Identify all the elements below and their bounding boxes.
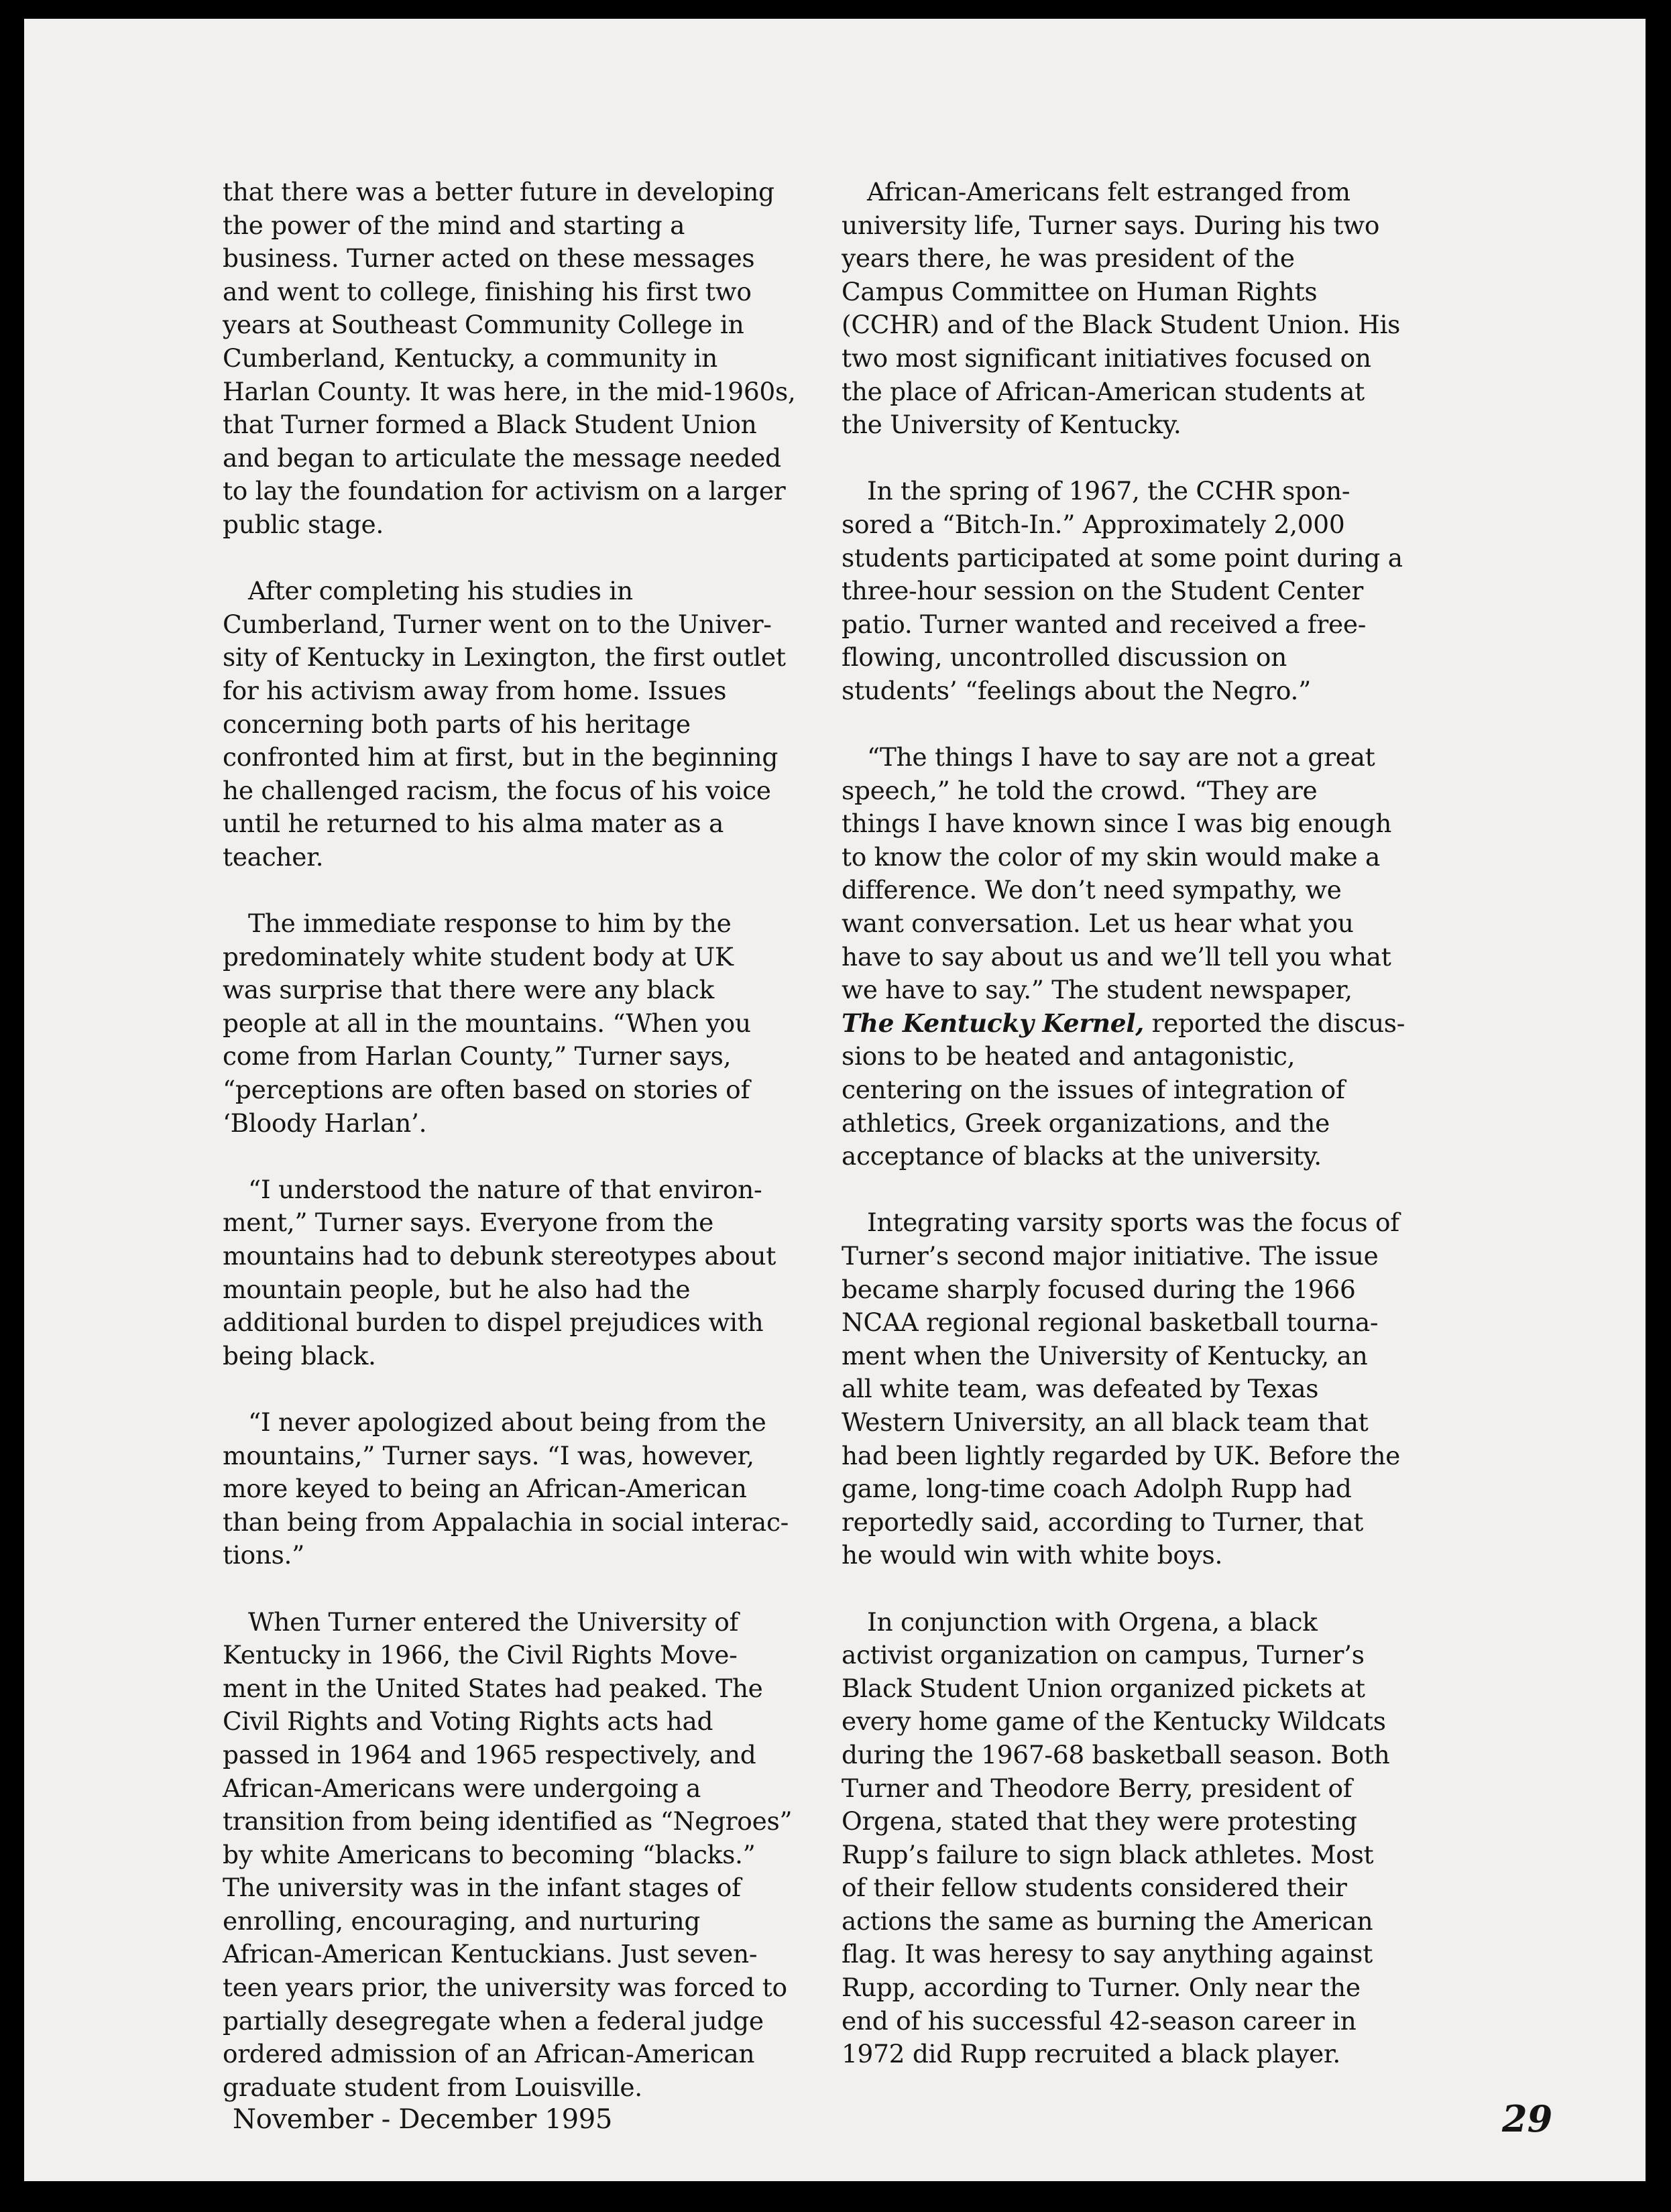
text-line: Orgena, stated that they were protesting — [842, 1806, 1357, 1837]
magazine-page — [24, 19, 1646, 2181]
text-line: teacher. — [223, 841, 324, 872]
right-column — [842, 176, 1405, 2104]
text-line: Campus Committee on Human Rights — [842, 276, 1318, 306]
text-line: acceptance of blacks at the university. — [842, 1141, 1322, 1171]
text-line: that Turner formed a Black Student Union — [223, 410, 757, 440]
text-line: for his activism away from home. Issues — [223, 675, 727, 705]
paragraph — [223, 176, 796, 542]
text-line: When Turner entered the University of — [248, 1607, 739, 1637]
text-line: patio. Turner wanted and received a free- — [842, 609, 1367, 639]
text-line: actions the same as burning the American — [842, 1906, 1373, 1936]
text-line: ordered admission of an African-American — [223, 2039, 755, 2069]
text-line: teen years prior, the university was forced to — [223, 1973, 787, 2003]
text-line: speech,” he told the crowd. “They are — [842, 775, 1318, 805]
text-line: Civil Rights and Voting Rights acts had — [223, 1706, 713, 1737]
text-line: mountains had to debunk stereotypes about — [223, 1241, 776, 1271]
text-line: sored a “Bitch-In.” Approximately 2,000 — [842, 509, 1345, 539]
paragraph — [842, 1206, 1401, 1572]
page-number: 29 — [1502, 2097, 1553, 2140]
text-line: sity of Kentucky in Lexington, the first outlet — [223, 642, 786, 673]
text-line: enrolling, encouraging, and nurturing — [223, 1906, 701, 1936]
text-line: had been lightly regarded by UK. Before the — [842, 1440, 1401, 1470]
text-line: business. Turner acted on these messages — [223, 243, 755, 274]
text-line: NCAA regional regional basketball tourna- — [842, 1307, 1379, 1338]
text-line: university life, Turner says. During his two — [842, 210, 1380, 240]
text-line: by white Americans to becoming “blacks.” — [223, 1839, 756, 1869]
text-line: want conversation. Let us hear what you — [842, 909, 1354, 939]
text-line: every home game of the Kentucky Wildcats — [842, 1706, 1386, 1737]
text-line: In the spring of 1967, the CCHR spon- — [867, 476, 1350, 506]
text-line: during the 1967-68 basketball season. Both — [842, 1739, 1390, 1769]
left-column — [223, 176, 796, 2138]
newspaper-title: The Kentucky Kernel, — [842, 1008, 1145, 1038]
text-line: ment when the University of Kentucky, an — [842, 1340, 1368, 1371]
text-line: the power of the mind and starting a — [223, 210, 685, 240]
text-line: of their fellow students considered their — [842, 1873, 1347, 1903]
text-line: all white team, was defeated by Texas — [842, 1374, 1319, 1404]
text-line: two most significant initiatives focused on — [842, 343, 1371, 373]
text-line: “perceptions are often based on stories of — [223, 1075, 750, 1105]
text-line: more keyed to being an African-American — [223, 1474, 747, 1504]
text-line: (CCHR) and of the Black Student Union. His — [842, 310, 1401, 340]
text-line: difference. We don’t need sympathy, we — [842, 875, 1342, 905]
text-line: come from Harlan County,” Turner says, — [223, 1041, 732, 1071]
paragraph — [223, 1406, 789, 1572]
text-line: he challenged racism, the focus of his voice — [223, 775, 771, 805]
text-line: end of his successful 42-season career in — [842, 2005, 1357, 2036]
text-line: the University of Kentucky. — [842, 410, 1182, 440]
text-line: ment in the United States had peaked. The — [223, 1673, 763, 1703]
text-line: flag. It was heresy to say anything against — [842, 1939, 1373, 1969]
text-line: Turner and Theodore Berry, president of — [842, 1773, 1352, 1803]
paragraph — [842, 475, 1403, 707]
text-line: concerning both parts of his heritage — [223, 709, 691, 739]
text-line: Rupp, according to Turner. Only near the — [842, 1973, 1361, 2003]
text-line: Harlan County. It was here, in the mid-1960s, — [223, 376, 796, 406]
text-line: public stage. — [223, 509, 384, 539]
text-line: ment,” Turner says. Everyone from the — [223, 1208, 714, 1238]
text-line: was surprise that there were any black — [223, 975, 714, 1005]
paragraph — [223, 1606, 793, 2105]
paragraph — [223, 907, 759, 1140]
text-line: Rupp’s failure to sign black athletes. Most — [842, 1839, 1374, 1869]
text-line: African-Americans felt estranged from — [867, 177, 1350, 207]
text-line-with-italic-title — [842, 1007, 1405, 1041]
text-line: ‘Bloody Harlan’. — [223, 1108, 427, 1138]
text-line: “I understood the nature of that environ- — [248, 1174, 762, 1204]
text-line: students’ “feelings about the Negro.” — [842, 675, 1311, 705]
text-line: African-Americans were undergoing a — [223, 1773, 701, 1803]
text-line: he would win with white boys. — [842, 1540, 1223, 1570]
paragraph — [223, 1173, 776, 1373]
text-line: partially desegregate when a federal judge — [223, 2005, 764, 2036]
text-line: Integrating varsity sports was the focus of — [867, 1208, 1399, 1238]
text-line: to know the color of my skin would make a — [842, 841, 1380, 872]
text-line: we have to say.” The student newspaper, — [842, 975, 1352, 1005]
text-line: Cumberland, Turner went on to the Univer- — [223, 609, 772, 639]
text-line: The immediate response to him by the — [248, 909, 732, 939]
text-line: reportedly said, according to Turner, that — [842, 1507, 1364, 1537]
text-line: In conjunction with Orgena, a black — [867, 1607, 1318, 1637]
text-line: Cumberland, Kentucky, a community in — [223, 343, 718, 373]
text-line: African-American Kentuckians. Just seven- — [223, 1939, 758, 1969]
text-line: people at all in the mountains. “When you — [223, 1008, 751, 1038]
text-line: athletics, Greek organizations, and the — [842, 1108, 1330, 1138]
text-line: years there, he was president of the — [842, 243, 1295, 274]
text-line: became sharply focused during the 1966 — [842, 1274, 1356, 1304]
text-line: tions.” — [223, 1540, 305, 1570]
text-line: to lay the foundation for activism on a larger — [223, 476, 786, 506]
text-line: Kentucky in 1966, the Civil Rights Move- — [223, 1640, 738, 1670]
text-line: students participated at some point during a — [842, 542, 1403, 573]
text-line: that there was a better future in developing — [223, 177, 774, 207]
issue-date: November - December 1995 — [233, 2104, 613, 2135]
text-line: Western University, an all black team that — [842, 1407, 1369, 1437]
paragraph — [842, 176, 1401, 442]
text-line: years at Southeast Community College in — [223, 310, 744, 340]
text-line: 1972 did Rupp recruited a black player. — [842, 2039, 1341, 2069]
text-line: confronted him at first, but in the beginning — [223, 742, 779, 772]
text-line: transition from being identified as “Negroes” — [223, 1806, 793, 1837]
text-line: additional burden to dispel prejudices with — [223, 1307, 764, 1338]
text-line: passed in 1964 and 1965 respectively, and — [223, 1739, 756, 1769]
text-fragment: reported the discus- — [1144, 1008, 1405, 1038]
paragraph — [842, 1606, 1390, 2071]
text-line: centering on the issues of integration of — [842, 1075, 1345, 1105]
text-line: three-hour session on the Student Center — [842, 576, 1363, 606]
text-line: sions to be heated and antagonistic, — [842, 1041, 1295, 1071]
text-line: and went to college, finishing his first two — [223, 276, 752, 306]
text-line: have to say about us and we’ll tell you what — [842, 941, 1391, 972]
text-line: game, long-time coach Adolph Rupp had — [842, 1474, 1352, 1504]
text-line: Turner’s second major initiative. The issue — [842, 1241, 1379, 1271]
text-line: things I have known since I was big enough — [842, 809, 1392, 839]
text-line: until he returned to his alma mater as a — [223, 809, 724, 839]
text-line: the place of African-American students at — [842, 376, 1365, 406]
text-line: Black Student Union organized pickets at — [842, 1673, 1365, 1703]
text-line: mountains,” Turner says. “I was, however, — [223, 1440, 754, 1470]
text-line: After completing his studies in — [248, 576, 633, 606]
text-line: The university was in the infant stages of — [223, 1873, 741, 1903]
text-line: and began to articulate the message needed — [223, 443, 781, 473]
text-line: graduate student from Louisville. — [223, 2072, 642, 2102]
text-line: predominately white student body at UK — [223, 941, 734, 972]
text-line: flowing, uncontrolled discussion on — [842, 642, 1287, 673]
text-line: mountain people, but he also had the — [223, 1274, 691, 1304]
text-line: activist organization on campus, Turner’s — [842, 1640, 1365, 1670]
text-line: “I never apologized about being from the — [248, 1407, 766, 1437]
text-line: “The things I have to say are not a great — [867, 742, 1375, 772]
text-line: being black. — [223, 1340, 376, 1371]
paragraph — [842, 741, 1405, 1173]
paragraph — [223, 575, 786, 874]
text-line: than being from Appalachia in social interac- — [223, 1507, 789, 1537]
